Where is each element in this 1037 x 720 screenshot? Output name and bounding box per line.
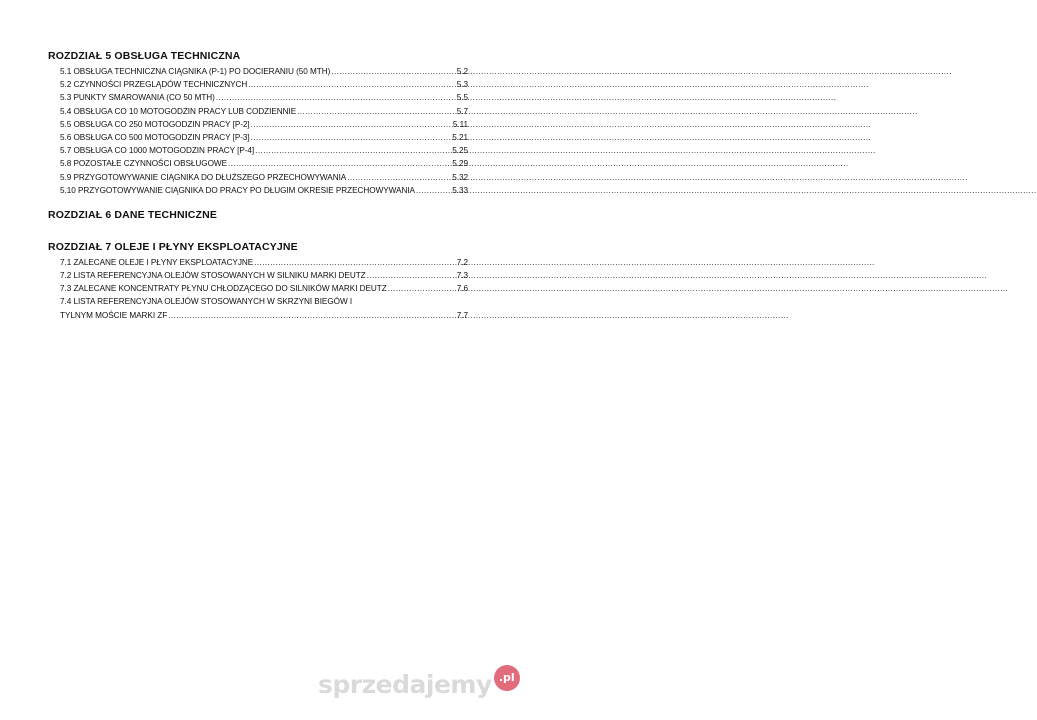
toc-entry-7-4[interactable] [60,295,468,308]
toc-entry-page: 5.11 [452,119,468,129]
toc-entry-page: 7.7 [456,310,468,320]
toc-entry-5-2[interactable] [60,78,468,91]
chapter-6-heading: ROZDZIAŁ 6 DANE TECHNICZNE [48,208,217,221]
toc-entry-text: 5.10 PRZYGOTOWYWANIE CIĄGNIKA DO PRACY PO DŁUGIM OKRESIE PRZECHOWYWANIA [60,185,415,195]
toc-entry-page: 7.3 [456,271,468,281]
toc-entry-text: 7.3 ZALECANE KONCENTRATY PŁYNU CHŁODZĄCEGO DO SILNIKÓW MARKI DEUTZ [60,284,387,294]
dot-leader [255,144,451,157]
dot-leader [216,91,456,104]
toc-entry-5-6[interactable] [60,131,468,144]
toc-entry-7-2[interactable] [60,269,468,282]
toc-entry-text: 7.1 ZALECANE OLEJE I PŁYNY EKSPLOATACYJNE [60,257,254,267]
toc-entry-5-8[interactable] [60,157,468,170]
toc-entry-5-1[interactable] [60,65,468,78]
toc-entry-text: 5.5 OBSŁUGA CO 250 MOTOGODZIN PRACY [P-2] [60,119,250,129]
toc-entry-text: TYLNYM MOŚCIE MARKI ZF [60,310,168,320]
toc-entry-page: 5.2 [456,67,468,76]
toc-entry-5-7[interactable] [60,144,468,157]
dot-leader [248,78,456,91]
toc-entry-text: 5.6 OBSŁUGA CO 500 MOTOGODZIN PRACY [P-3] [60,132,250,142]
toc-entry-text: 7.4 LISTA REFERENCYJNA OLEJÓW STOSOWANYCH W SKRZYNI BIEGÓW I [60,297,353,307]
toc-entry-page: 5.7 [456,106,468,116]
chapter-7-heading: ROZDZIAŁ 7 OLEJE I PŁYNY EKSPLOATACYJNE [48,240,298,253]
dot-leader [367,269,456,282]
dot-leader [388,282,456,295]
toc-entry-5-10[interactable] [60,184,468,197]
toc-entry-7-1[interactable] [60,256,468,269]
toc-entry-text: 7.2 LISTA REFERENCYJNA OLEJÓW STOSOWANYCH W SILNIKU MARKI DEUTZ [60,271,366,281]
toc-entry-text: 5.2 CZYNNOŚCI PRZEGLĄDÓW TECHNICZNYCH [60,80,248,90]
toc-entry-text: 5.8 POZOSTAŁE CZYNNOŚCI OBSŁUGOWE [60,159,227,169]
dot-leader [416,184,451,197]
dot-leader [228,157,451,170]
toc-entry-page: 7.6 [456,284,468,294]
toc-entry-page: 5.5 [456,93,468,103]
chapter-5-heading: ROZDZIAŁ 5 OBSŁUGA TECHNICZNA [48,50,241,62]
toc-entry-5-9[interactable] [60,171,468,184]
toc-entry-page: 5.25 [452,146,468,156]
toc-entry-text: 5.7 OBSŁUGA CO 1000 MOTOGODZIN PRACY [P-4] [60,146,255,156]
toc-entry-text: 5.1 OBSŁUGA TECHNICZNA CIĄGNIKA (P-1) PO DOCIERANIU (50 MTH) [60,67,331,76]
toc-entry-5-5[interactable] [60,118,468,131]
toc-entry-page: 5.33 [452,185,468,195]
watermark-badge: .pl [494,665,520,691]
toc-entry-5-3[interactable] [60,91,468,104]
dot-leader [347,171,451,184]
toc-entry-7-4-cont[interactable] [60,309,468,322]
chapter-5-entries [60,65,468,197]
dot-leader [331,65,455,78]
dot-leader [251,118,452,131]
toc-entry-page: 5.21 [452,132,468,142]
chapter-7-entries [60,256,468,322]
toc-entry-5-4[interactable] [60,105,468,118]
toc-entry-7-3[interactable] [60,282,468,295]
watermark-text: sprzedajemy [318,669,492,699]
toc-entry-text: 5.4 OBSŁUGA CO 10 MOTOGODZIN PRACY LUB CODZIENNIE [60,106,297,116]
table-of-contents [48,49,468,322]
toc-entry-page: 5.29 [452,159,468,169]
toc-entry-page: 5.3 [456,80,468,90]
watermark-logo [318,666,520,702]
toc-entry-page: 5.32 [452,172,468,182]
dot-leader [251,131,452,144]
toc-entry-page: 7.2 [456,257,468,267]
dot-leader [168,309,456,322]
dot-leader [254,256,456,269]
dot-leader [297,105,456,118]
toc-entry-text: 5.9 PRZYGOTOWYWANIE CIĄGNIKA DO DŁUŻSZEGO PRZECHOWYWANIA [60,172,347,182]
toc-entry-text: 5.3 PUNKTY SMAROWANIA (CO 50 MTH) [60,93,215,103]
